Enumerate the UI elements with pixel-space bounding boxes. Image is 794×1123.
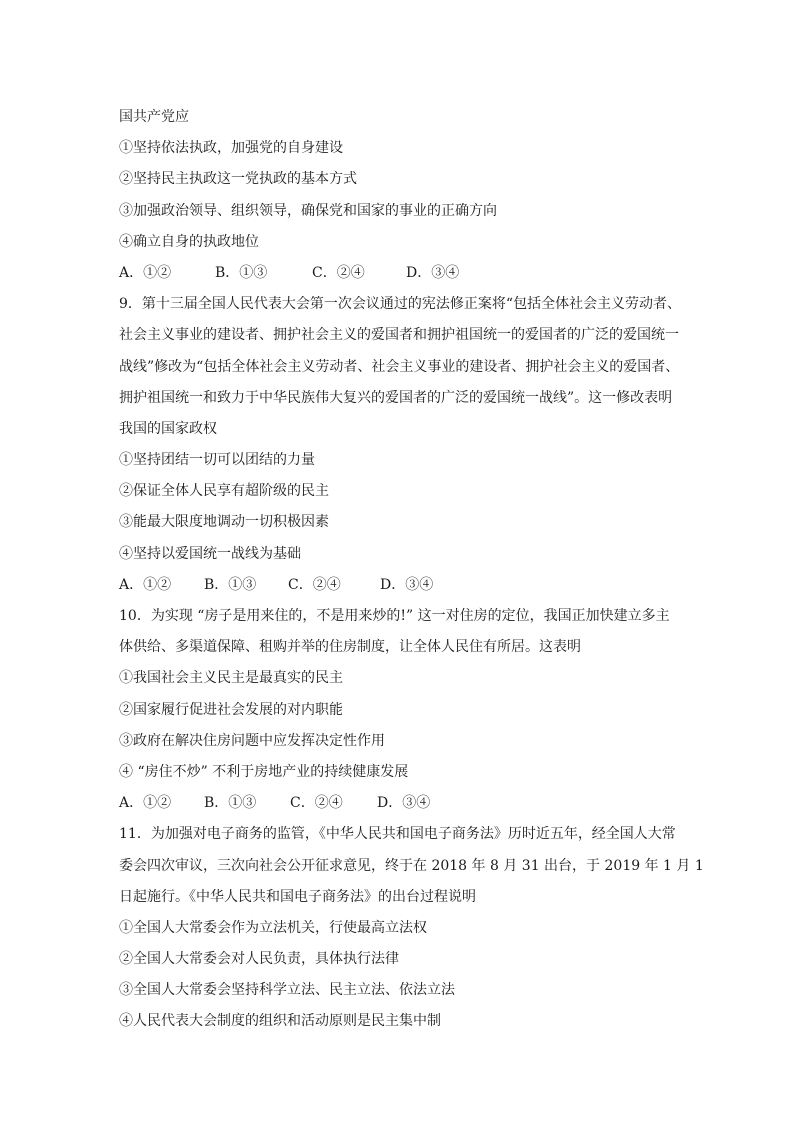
question-9-choice-d: D．③④	[380, 576, 434, 593]
question-9	[119, 289, 682, 601]
question-10-choice-a: A．①②	[119, 795, 172, 812]
question-9-choice-b: B．①③	[204, 576, 257, 593]
question-9-stem-line-1: 9．第十三届全国人民代表大会第一次会议通过的宪法修正案将“包括全体社会主义劳动者、	[119, 296, 682, 313]
question-11-stem-line-2: 委会四次审议，三次向社会公开征求意见，终于在 2018 年 8 月 31 出台，于 2019 年 1 月 1	[119, 857, 704, 874]
question-11-statement-2: ②全国人大常委会对人民负责，具体执行法律	[119, 951, 399, 968]
question-8-statement-1: ①坚持依法执政，加强党的自身建设	[119, 140, 343, 157]
question-8-stem-tail: 国共产党应	[119, 109, 189, 125]
question-11-statement-1: ①全国人大常委会作为立法机关，行使最高立法权	[119, 919, 427, 936]
question-8-choice-d: D．③④	[406, 264, 460, 281]
question-10-choice-b: B．①③	[204, 795, 257, 812]
question-9-statement-1: ①坚持团结一切可以团结的力量	[119, 452, 315, 469]
question-9-statement-4: ④坚持以爱国统一战线为基础	[119, 545, 301, 562]
question-9-choices	[119, 570, 679, 601]
question-10-statement-4: ④ “房住不炒” 不利于房地产业的持续健康发展	[119, 763, 409, 780]
question-8-choice-b: B．①③	[215, 264, 268, 281]
question-11-stem-line-1: 11．为加强对电子商务的监管，《中华人民共和国电子商务法》历时近五年，经全国人大常	[119, 826, 676, 843]
document-content	[119, 102, 704, 1038]
question-10-choice-d: D．③④	[377, 795, 431, 812]
question-10-choice-c: C．②④	[290, 795, 343, 812]
question-10-stem-line-1: 10．为实现 “房子是用来住的，不是用来炒的!” 这一对住房的定位，我国正加快建立多主	[119, 608, 670, 624]
question-8-statement-4: ④确立自身的执政地位	[119, 233, 259, 250]
question-10	[119, 601, 679, 819]
question-10-statement-1: ①我国社会主义民主是最真实的民主	[119, 670, 343, 687]
question-11	[119, 819, 704, 1037]
question-9-statement-3: ③能最大限度地调动一切积极因素	[119, 514, 329, 531]
question-10-statement-2: ②国家履行促进社会发展的对内职能	[119, 701, 343, 718]
question-8-statement-2: ②坚持民主执政这一党执政的基本方式	[119, 171, 357, 188]
question-9-choice-c: C．②④	[288, 576, 341, 593]
question-10-choices	[119, 788, 679, 819]
question-11-statement-4: ④人民代表大会制度的组织和活动原则是民主集中制	[119, 1013, 441, 1030]
question-9-choice-a: A．①②	[119, 576, 172, 593]
question-10-statement-3: ③政府在解决住房问题中应发挥决定性作用	[119, 732, 385, 749]
question-8-statement-3: ③加强政治领导、组织领导，确保党和国家的事业的正确方向	[119, 202, 497, 219]
question-8-choice-c: C．②④	[312, 264, 365, 281]
question-11-stem-line-3: 日起施行。《中华人民共和国电子商务法》的出台过程说明	[119, 888, 476, 905]
question-9-stem-line-5: 我国的国家政权	[119, 420, 217, 437]
question-10-stem-line-2: 体供给、多渠道保障、租购并举的住房制度，让全体人民住有所居。这表明	[119, 639, 581, 656]
question-9-stem-line-2: 社会主义事业的建设者、拥护社会主义的爱国者和拥护祖国统一的爱国者的广泛的爱国统一	[119, 327, 679, 344]
question-8-choice-a: A．①②	[119, 264, 172, 281]
question-9-stem-line-3: 战线”修改为“包括全体社会主义劳动者、社会主义事业的建设者、拥护社会主义的爱国者、	[119, 358, 680, 375]
question-11-statement-3: ③全国人大常委会坚持科学立法、民主立法、依法立法	[119, 982, 455, 999]
question-8-choices	[119, 258, 679, 289]
question-8	[119, 102, 679, 289]
question-9-stem-line-4: 拥护祖国统一和致力于中华民族伟大复兴的爱国者的广泛的爱国统一战线”。这一修改表明	[119, 389, 673, 406]
question-9-statement-2: ②保证全体人民享有超阶级的民主	[119, 483, 329, 500]
